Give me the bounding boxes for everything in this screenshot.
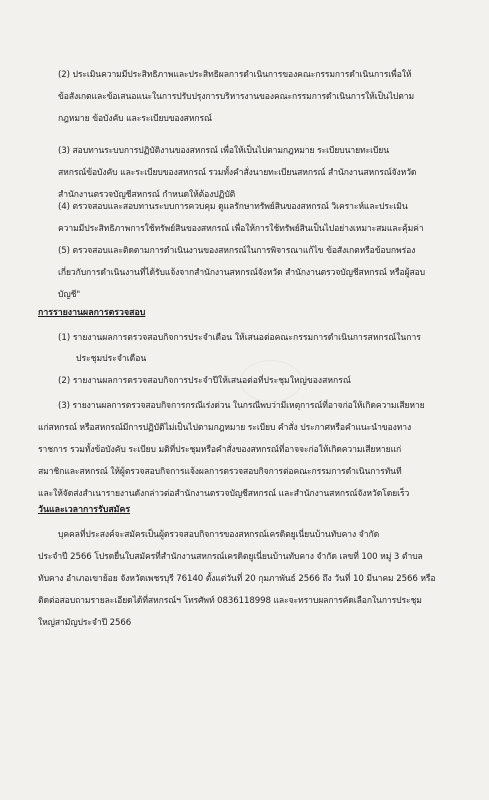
text-line: สมาชิกและสหกรณ์ ให้ผู้ตรวจสอบกิจการแจ้งผลการตรวจสอบกิจการต่อคณะกรรมการดำเนินการทันที <box>38 467 402 477</box>
paragraph-item-2 <box>38 64 450 130</box>
paragraph-item-5 <box>38 240 450 306</box>
text-line: สำนักงานตรวจบัญชีสหกรณ์ กำหนดให้ต้องปฏิบัติ <box>58 190 236 200</box>
apply-paragraph <box>38 524 450 634</box>
text-line: ติดต่อสอบถามรายละเอียดได้ที่สหกรณ์ฯ โทรศัพท์ 0836118998 และจะทราบผลการคัดเลือกในการประชุม <box>38 596 422 606</box>
report-heading: การรายงานผลการตรวจสอบ <box>38 308 146 318</box>
text-line: ราชการ รวมทั้งข้อบังคับ ระเบียบ มติที่ประชุมหรือคำสั่งของสหกรณ์ที่อาจจะก่อให้เกิดความเสียหายแก่ <box>38 445 402 455</box>
paragraph-item-4 <box>38 196 450 240</box>
text-line: (3) รายงานผลการตรวจสอบกิจการกรณีเร่งด่วน ในกรณีพบว่ามีเหตุการณ์ที่อาจก่อให้เกิดความเสียหาย <box>58 401 425 411</box>
text-line: กฎหมาย ข้อบังคับ และระเบียบของสหกรณ์ <box>58 114 212 124</box>
text-line: บุคคลที่ประสงค์จะสมัครเป็นผู้ตรวจสอบกิจการของสหกรณ์เครดิตยูเนี่ยนบ้านทับคาง จำกัด <box>58 530 380 540</box>
text-line: (3) สอบทานระบบการปฏิบัติงานของสหกรณ์ เพื่อให้เป็นไปตามกฎหมาย ระเบียบนายทะเบียน <box>58 146 390 156</box>
text-line: (2) รายงานผลการตรวจสอบกิจการประจำปีให้เสนอต่อที่ประชุมใหญ่ของสหกรณ์ <box>58 376 351 386</box>
text-line: และให้จัดส่งสำเนารายงานดังกล่าวต่อสำนักงานตรวจบัญชีสหกรณ์ และสำนักงานสหกรณ์จังหวัดโดยเร็ว <box>38 489 410 499</box>
apply-heading: วันและเวลาการรับสมัคร <box>38 505 131 515</box>
text-line: ทับคาง อำเภอเขาย้อย จังหวัดเพชรบุรี 76140 ตั้งแต่วันที่ 20 กุมภาพันธ์ 2566 ถึง วันที่ 10 มีนาคม 2566 หรือ <box>38 574 436 584</box>
text-line: แก่สหกรณ์ หรือสหกรณ์มีการปฏิบัติไม่เป็นไปตามกฎหมาย ระเบียบ คำสั่ง ประกาศหรือคำแนะนำของทาง <box>38 423 412 433</box>
text-line: บัญชี" <box>58 290 81 300</box>
text-line: เกี่ยวกับการดำเนินงานที่ได้รับแจ้งจากสำนักงานสหกรณ์จังหวัด สำนักงานตรวจบัญชีสหกรณ์ หรือผู้สอบ <box>58 268 426 278</box>
text-line: (4) ตรวจสอบและสอบทานระบบการควบคุม ดูแลรักษาทรัพย์สินของสหกรณ์ วิเคราะห์และประเมิน <box>58 202 408 212</box>
text-line: (1) รายงานผลการตรวจสอบกิจการประจำเดือน ให้เสนอต่อคณะกรรมการดำเนินการสหกรณ์ในการ <box>58 333 421 343</box>
text-line: (2) ประเมินความมีประสิทธิภาพและประสิทธิผลการดำเนินการของคณะกรรมการดำเนินการเพื่อให้ <box>58 70 412 80</box>
text-line: ประจำปี 2566 โปรดยื่นใบสมัครที่สำนักงานสหกรณ์เครดิตยูเนี่ยนบ้านทับคาง จำกัด เลขที่ 100 หมู่ 3 ตำบล <box>38 552 423 562</box>
text-line: (5) ตรวจสอบและติดตามการดำเนินงานของสหกรณ์ในการพิจารณาแก้ไข ข้อสังเกตหรือข้อบกพร่อง <box>58 246 416 256</box>
report-item-3 <box>38 395 450 505</box>
text-line: ใหญ่สามัญประจำปี 2566 <box>38 618 132 628</box>
text-line: ประชุมประจำเดือน <box>76 354 147 364</box>
text-line: สหกรณ์ข้อบังคับ และระเบียบของสหกรณ์ รวมทั้งคำสั่งนายทะเบียนสหกรณ์ สำนักงานสหกรณ์จังหวัด <box>58 168 417 178</box>
text-line: ข้อสังเกตและข้อเสนอแนะในการปรับปรุงการบริหารงานของคณะกรรมการดำเนินการให้เป็นไปตาม <box>58 92 415 102</box>
text-line: ความมีประสิทธิภาพการใช้ทรัพย์สินของสหกรณ์ เพื่อให้การใช้ทรัพย์สินเป็นไปอย่างเหมาะสมและคุ้มค่า <box>58 224 424 234</box>
faint-watermark-seal <box>240 360 302 402</box>
